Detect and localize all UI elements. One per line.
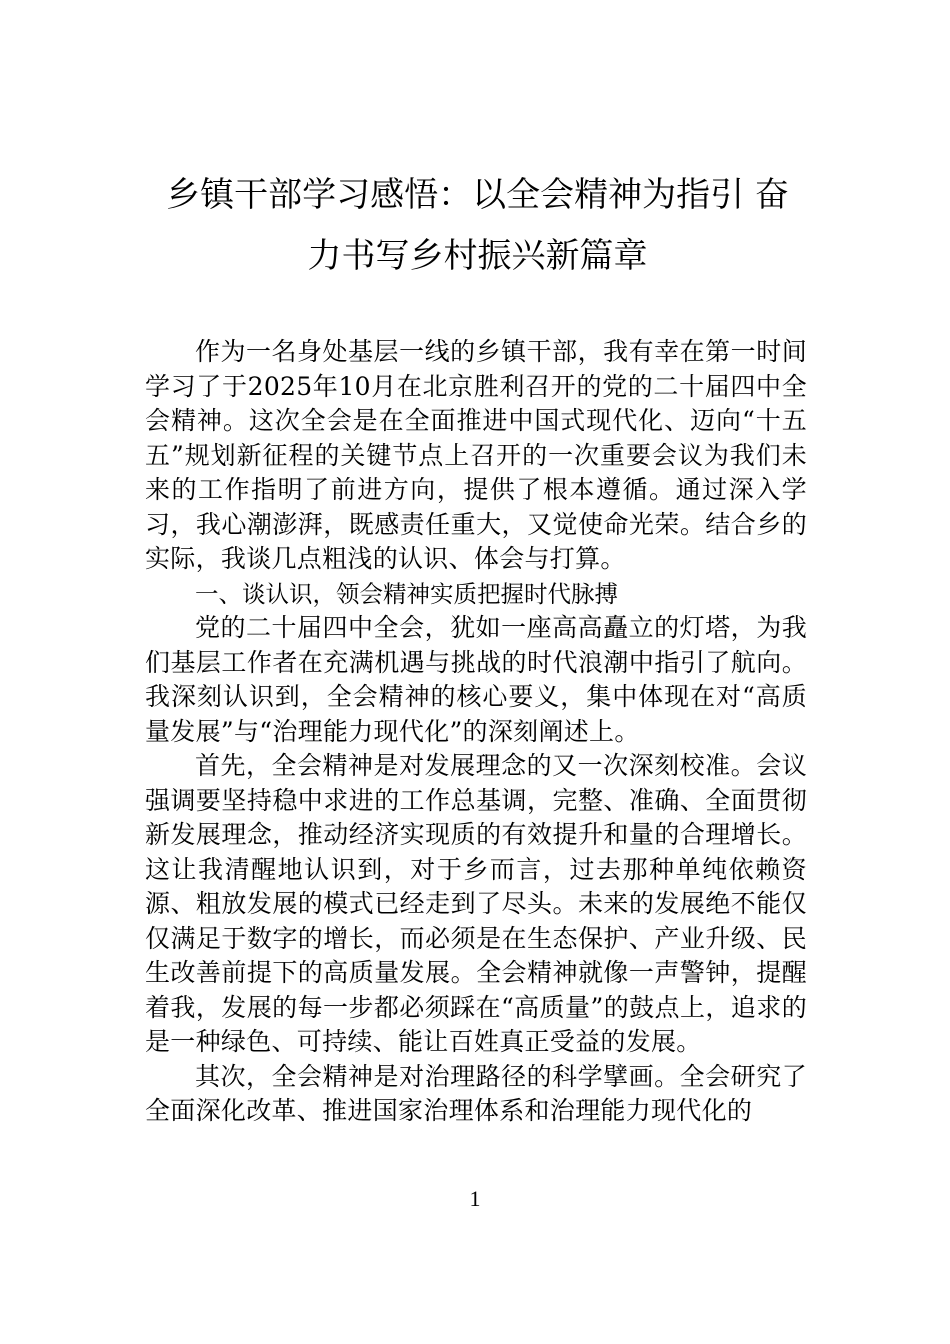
title-line-1: 乡镇干部学习感悟：以全会精神为指引 奋 xyxy=(166,175,789,215)
paragraph-second: 其次，全会精神是对治理路径的科学擘画。全会研究了全面深化改革、推进国家治理体系和治理能力现代化的 xyxy=(145,1061,807,1125)
paragraph-lighthouse: 党的二十届四中全会，犹如一座高高矗立的灯塔，为我们基层工作者在充满机遇与挑战的时代浪潮中指引了航向。我深刻认识到，全会精神的核心要义，集中体现在对“高质量发展”与“治理能力现代化”的深刻阐述上。 xyxy=(145,613,807,746)
paragraph-intro: 作为一名身处基层一线的乡镇干部，我有幸在第一时间学习了于2025年10月在北京胜利召开的党的二十届四中全会精神。这次全会是在全面推进中国式现代化、迈向“十五五”规划新征程的关键节点上召开的一次重要会议为我们未来的工作指明了前进方向，提供了根本遵循。通过深入学习，我心潮澎湃，既感责任重大，又觉使命光荣。结合乡的实际，我谈几点粗浅的认识、体会与打算。 xyxy=(145,337,807,573)
title-line-2: 力书写乡村振兴新篇章 xyxy=(307,236,648,276)
document-body xyxy=(145,335,807,1129)
document-title xyxy=(145,165,810,287)
paragraph-first: 首先，全会精神是对发展理念的又一次深刻校准。会议强调要坚持稳中求进的工作总基调，完整、准确、全面贯彻新发展理念，推动经济实现质的有效提升和量的合理增长。这让我清醒地认识到，对于乡而言，过去那种单纯依赖资源、粗放发展的模式已经走到了尽头。未来的发展绝不能仅仅满足于数字的增长，而必须是在生态保护、产业升级、民生改善前提下的高质量发展。全会精神就像一声警钟，提醒着我，发展的每一步都必须踩在“高质量”的鼓点上，追求的是一种绿色、可持续、能让百姓真正受益的发展。 xyxy=(145,751,807,1056)
page-number: 1 xyxy=(469,1186,481,1211)
section-heading-1: 一、谈认识，领会精神实质把握时代脉搏 xyxy=(195,579,618,608)
